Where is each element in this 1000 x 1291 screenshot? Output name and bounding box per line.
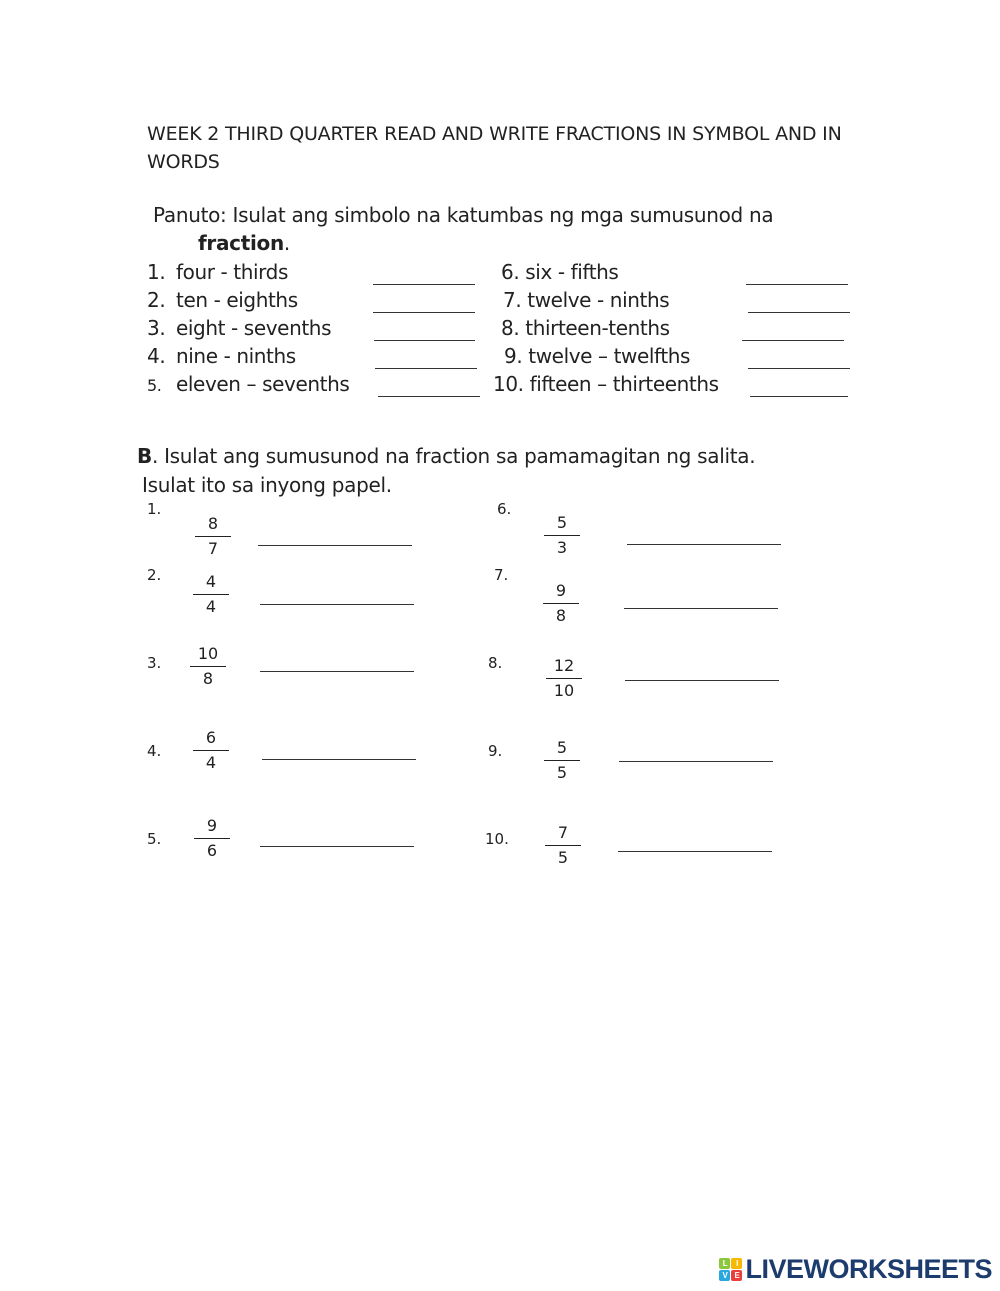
- numerator: 12: [553, 656, 575, 675]
- fraction-bar: [194, 838, 230, 839]
- item-text: [493, 372, 719, 396]
- item-text: eleven – sevenths: [176, 372, 350, 396]
- denominator: 6: [206, 841, 218, 860]
- part-b-instruction-2: Isulat ito sa inyong papel.: [142, 473, 392, 497]
- numerator: 9: [206, 816, 218, 835]
- badge-letter: I: [731, 1258, 742, 1269]
- item-number: 9.: [488, 742, 503, 760]
- item-number: 5.: [147, 376, 162, 395]
- item-text: thirteen-tenths: [525, 316, 670, 340]
- fraction: [194, 815, 230, 862]
- answer-line[interactable]: [260, 846, 414, 847]
- fraction-bar: [544, 760, 580, 761]
- numerator: 10: [197, 644, 219, 663]
- item-text: [503, 288, 669, 312]
- numerator: 5: [556, 738, 568, 757]
- numerator: 7: [557, 823, 569, 842]
- item-number: 8.: [501, 316, 520, 340]
- item-number: 7.: [503, 288, 522, 312]
- item-text: twelve - ninths: [527, 288, 670, 312]
- answer-blank[interactable]: [748, 312, 850, 313]
- numerator: 5: [556, 513, 568, 532]
- answer-line[interactable]: [625, 680, 779, 681]
- numerator: 6: [205, 728, 217, 747]
- part-b-instruction: [137, 444, 755, 468]
- item-number: 1.: [147, 500, 162, 518]
- item-text: six - fifths: [525, 260, 619, 284]
- badge-letter: L: [719, 1258, 730, 1269]
- item-text: eight - sevenths: [176, 316, 332, 340]
- part-b-instruction-text: . Isulat ang sumusunod na fraction sa pamamagitan ng salita.: [151, 444, 756, 468]
- denominator: 4: [205, 597, 217, 616]
- item-number: 9.: [504, 344, 523, 368]
- answer-blank[interactable]: [746, 284, 848, 285]
- denominator: 7: [207, 539, 219, 558]
- item-text: four - thirds: [176, 260, 288, 284]
- fraction: [546, 655, 582, 702]
- answer-blank[interactable]: [373, 312, 475, 313]
- denominator: 8: [555, 606, 567, 625]
- answer-line[interactable]: [618, 851, 772, 852]
- answer-line[interactable]: [260, 671, 414, 672]
- item-text: [501, 260, 618, 284]
- answer-blank[interactable]: [374, 340, 475, 341]
- answer-blank[interactable]: [373, 284, 475, 285]
- fraction: [544, 512, 580, 559]
- answer-blank[interactable]: [742, 340, 844, 341]
- fraction-bar: [543, 603, 579, 604]
- item-text: [501, 316, 670, 340]
- worksheet-title: WEEK 2 THIRD QUARTER READ AND WRITE FRACTIONS IN SYMBOL AND IN WORDS: [147, 123, 842, 173]
- answer-blank[interactable]: [378, 396, 480, 397]
- badge-letter: V: [719, 1270, 730, 1281]
- period: .: [283, 231, 290, 255]
- item-number: 6.: [497, 500, 512, 518]
- fraction: [544, 737, 580, 784]
- fraction-bar: [195, 536, 231, 537]
- item-text: ten - eighths: [176, 288, 298, 312]
- answer-blank[interactable]: [375, 368, 477, 369]
- item-number: 2.: [147, 288, 166, 312]
- bold-word: fraction: [198, 231, 284, 255]
- denominator: 5: [556, 763, 568, 782]
- part-a-instruction: Panuto: Isulat ang simbolo na katumbas ng mga sumusunod na: [153, 203, 774, 227]
- answer-line[interactable]: [262, 759, 416, 760]
- answer-line[interactable]: [260, 604, 414, 605]
- answer-line[interactable]: [624, 608, 778, 609]
- fraction-bar: [193, 594, 229, 595]
- denominator: 8: [202, 669, 214, 688]
- fraction-bar: [190, 666, 226, 667]
- answer-line[interactable]: [627, 544, 781, 545]
- denominator: 10: [553, 681, 575, 700]
- item-number: 5.: [147, 830, 162, 848]
- answer-blank[interactable]: [748, 368, 850, 369]
- item-number: 6.: [501, 260, 520, 284]
- item-number: 7.: [494, 566, 509, 584]
- badge-letter: E: [731, 1270, 742, 1281]
- denominator: 5: [557, 848, 569, 867]
- fraction: [193, 727, 229, 774]
- fraction: [545, 822, 581, 869]
- fraction-bar: [546, 678, 582, 679]
- numerator: 4: [205, 572, 217, 591]
- fraction: [190, 643, 226, 690]
- fraction-bar: [545, 845, 581, 846]
- part-a-instruction-end: [198, 231, 290, 255]
- numerator: 9: [555, 581, 567, 600]
- denominator: 3: [556, 538, 568, 557]
- logo-text: LIVEWORKSHEETS: [745, 1254, 992, 1284]
- fraction-bar: [193, 750, 229, 751]
- item-number: 3.: [147, 654, 162, 672]
- item-number: 10.: [485, 830, 509, 848]
- item-number: 2.: [147, 566, 162, 584]
- numerator: 8: [207, 514, 219, 533]
- item-number: 4.: [147, 742, 162, 760]
- item-number: 3.: [147, 316, 166, 340]
- answer-blank[interactable]: [750, 396, 848, 397]
- item-text: fifteen – thirteenths: [529, 372, 719, 396]
- item-text: twelve – twelfths: [528, 344, 691, 368]
- fraction-bar: [544, 535, 580, 536]
- item-number: 4.: [147, 344, 166, 368]
- fraction: [195, 513, 231, 560]
- item-number: 1.: [147, 260, 166, 284]
- part-b-letter: B: [137, 444, 152, 468]
- item-number: 8.: [488, 654, 503, 672]
- liveworksheets-logo: [719, 1254, 992, 1285]
- item-text: [504, 344, 690, 368]
- item-text: nine - ninths: [176, 344, 296, 368]
- live-badge-icon: [719, 1258, 742, 1281]
- item-number: 10.: [493, 372, 524, 396]
- answer-line[interactable]: [619, 761, 773, 762]
- denominator: 4: [205, 753, 217, 772]
- fraction: [193, 571, 229, 618]
- answer-line[interactable]: [258, 545, 412, 546]
- fraction: [543, 580, 579, 627]
